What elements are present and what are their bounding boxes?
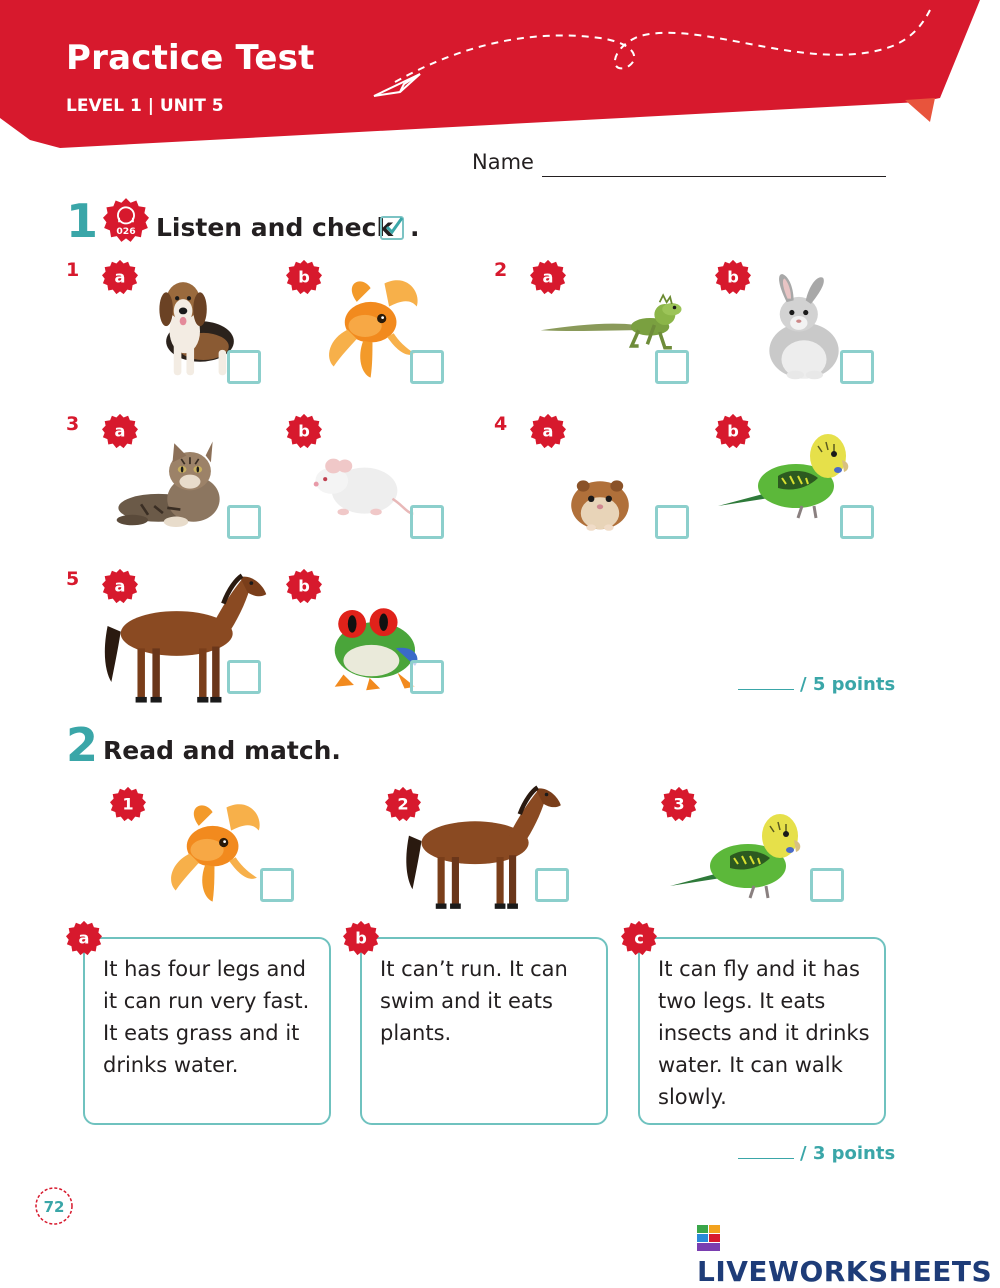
name-input-line[interactable] <box>542 176 886 177</box>
section-1-points <box>738 674 895 695</box>
checkbox-3b[interactable] <box>410 505 444 539</box>
option-letter: b <box>727 421 739 441</box>
page-title: Practice Test <box>66 38 315 78</box>
checkbox-1a[interactable] <box>227 350 261 384</box>
audio-track-number: 026 <box>116 225 136 237</box>
match-box-2[interactable] <box>535 868 569 902</box>
description-badge-c <box>621 920 657 956</box>
option-badge-4a <box>530 413 566 449</box>
option-letter: b <box>298 576 310 596</box>
question-1-number: 1 <box>66 259 80 281</box>
header-banner <box>0 0 1000 160</box>
goldfish-icon <box>306 262 426 388</box>
description-text-b: It can’t run. It can swim and it eats plants. <box>380 957 568 1045</box>
checkbox-2b[interactable] <box>840 350 874 384</box>
option-letter: a <box>542 267 554 287</box>
points-blank[interactable] <box>738 1157 794 1159</box>
option-letter: a <box>114 267 126 287</box>
points-blank[interactable] <box>738 688 794 690</box>
liveworksheets-logo-icon <box>697 1225 721 1251</box>
option-badge-2b <box>715 259 751 295</box>
liveworksheets-brand: LIVEWORKSHEETS <box>697 1255 993 1288</box>
section-1-title-end: . <box>410 213 420 242</box>
question-3-number: 3 <box>66 413 80 435</box>
option-letter: b <box>298 267 310 287</box>
description-text-a: It has four legs and it can run very fast. It eats grass and it drinks water. <box>103 957 310 1077</box>
liveworksheets-logo <box>697 1222 1000 1288</box>
checkbox-5a[interactable] <box>227 660 261 694</box>
option-letter: a <box>114 421 126 441</box>
description-card-b <box>360 937 608 1125</box>
option-letter: a <box>542 421 554 441</box>
description-letter: c <box>634 928 644 948</box>
checkbox-4b[interactable] <box>840 505 874 539</box>
description-letter: b <box>355 928 367 948</box>
section-2-number: 2 <box>66 718 99 772</box>
match-box-3[interactable] <box>810 868 844 902</box>
picture-number: 1 <box>122 794 134 814</box>
mouse-icon <box>300 448 416 530</box>
section-2-points <box>738 1143 895 1164</box>
description-badge-b <box>343 920 379 956</box>
question-2-number: 2 <box>494 259 508 281</box>
description-card-a <box>83 937 331 1125</box>
page-number: 72 <box>43 1198 65 1216</box>
option-letter: a <box>114 576 126 596</box>
sample-checkmark-icon <box>380 216 404 240</box>
picture-number: 3 <box>673 794 685 814</box>
name-label: Name <box>472 150 534 174</box>
checkbox-4a[interactable] <box>655 505 689 539</box>
section-1-number: 1 <box>66 194 99 248</box>
option-badge-1a <box>102 259 138 295</box>
level-unit-subtitle: LEVEL 1 | UNIT 5 <box>66 96 224 116</box>
goldfish-icon <box>148 786 268 912</box>
budgie-icon <box>718 426 858 526</box>
cat-icon <box>106 438 246 534</box>
option-letter: b <box>298 421 310 441</box>
checkbox-3a[interactable] <box>227 505 261 539</box>
hamster-icon <box>564 470 636 534</box>
description-letter: a <box>78 928 90 948</box>
checkbox-2a[interactable] <box>655 350 689 384</box>
section-1-points-label: / 5 points <box>800 674 896 695</box>
section-2-title: Read and match. <box>103 736 341 765</box>
question-4-number: 4 <box>494 413 508 435</box>
audio-track-icon[interactable] <box>103 197 149 243</box>
section-2-points-label: / 3 points <box>800 1143 896 1164</box>
picture-number: 2 <box>397 794 409 814</box>
checkbox-5b[interactable] <box>410 660 444 694</box>
checkbox-1b[interactable] <box>410 350 444 384</box>
match-box-1[interactable] <box>260 868 294 902</box>
section-1-title: Listen and check <box>156 213 394 242</box>
question-5-number: 5 <box>66 568 80 590</box>
description-text-c: It can fly and it has two legs. It eats insects and it drinks water. It can walk slowly. <box>658 957 870 1109</box>
description-card-c <box>638 937 886 1125</box>
option-badge-3b <box>286 413 322 449</box>
page-number-badge <box>33 1186 75 1226</box>
picture-badge-1 <box>110 786 146 822</box>
description-badge-a <box>66 920 102 956</box>
budgie-icon <box>670 806 810 906</box>
option-letter: b <box>727 267 739 287</box>
